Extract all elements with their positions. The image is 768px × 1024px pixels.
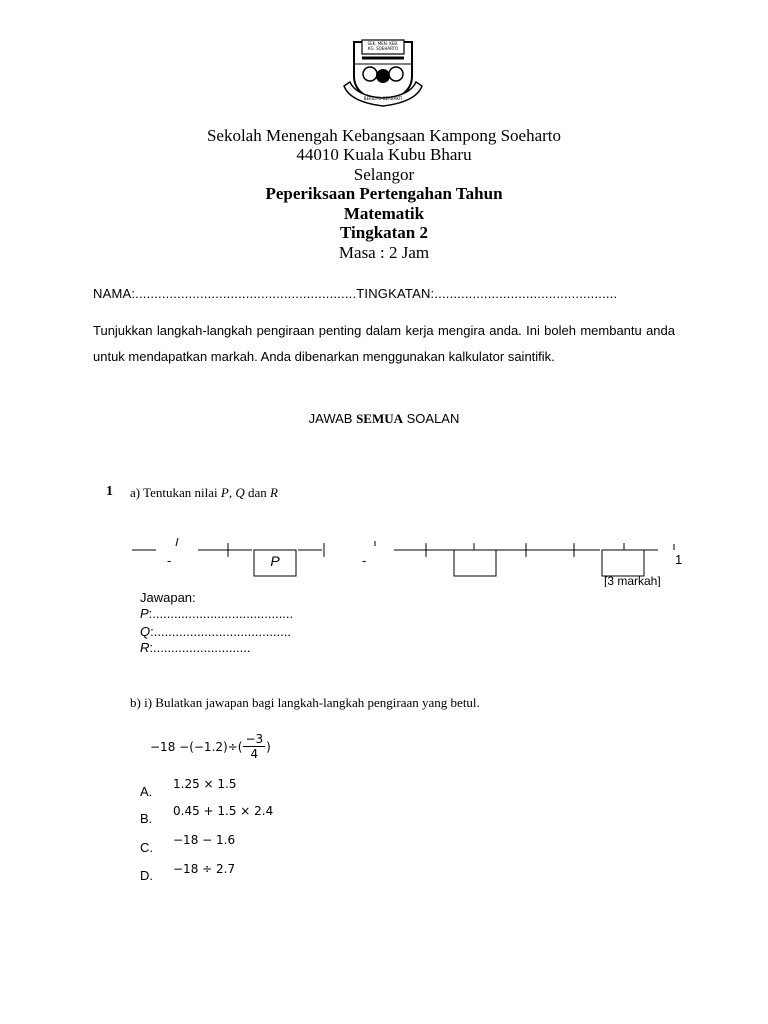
- expression-fraction: [243, 732, 265, 761]
- fraction-denominator: 4: [250, 747, 259, 761]
- exam-title: Peperiksaan Pertengahan Tahun: [265, 184, 503, 203]
- q1a-sep2: dan: [244, 485, 271, 500]
- answer-var-p: P: [140, 606, 149, 621]
- crest-motto: BERILMU BERBAKTI: [363, 96, 403, 101]
- q1a-sep1: ,: [228, 485, 236, 500]
- name-label: NAMA:: [93, 286, 136, 301]
- number-line-minus-left: -: [167, 553, 172, 568]
- option-letter-c[interactable]: C.: [140, 840, 153, 855]
- school-name: Sekolah Menengah Kebangsaan Kampong Soeharto: [206, 126, 562, 145]
- crest-top-text: SEK. MEN. KEB. KG. SOEHARTO: [367, 41, 399, 51]
- option-letter-a[interactable]: A.: [140, 784, 153, 799]
- student-fields: [93, 286, 617, 301]
- option-expr-b[interactable]: 0.45 + 1.5 × 2.4: [173, 804, 274, 818]
- instructions-paragraph: Tunjukkan langkah-langkah pengiraan penting dalam kerja mengira anda. Ini boleh membantu anda untuk mendapatkan markah. Anda dibenarkan menggunakan kalkulator saintifik.: [93, 323, 675, 364]
- answer-all-heading: [0, 411, 768, 427]
- answer-box-q[interactable]: [454, 550, 496, 576]
- name-field[interactable]: ..........................................................: [135, 286, 357, 301]
- question-number: 1: [106, 484, 113, 499]
- school-crest-logo: [342, 36, 424, 108]
- school-address: 44010 Kuala Kubu Bharu: [296, 145, 472, 164]
- answer-field-r[interactable]: :...........................: [149, 640, 251, 655]
- option-expr-c[interactable]: −18 − 1.6: [173, 833, 236, 847]
- school-state: Selangor: [353, 165, 415, 184]
- answer-all-prefix: JAWAB: [308, 411, 357, 426]
- number-line-end-label: 1: [675, 552, 683, 567]
- answer-line-p: [140, 606, 293, 621]
- expression-rhs: ): [266, 739, 271, 754]
- option-expr-a[interactable]: 1.25 × 1.5: [173, 777, 237, 791]
- expression-lhs: −18 −(−1.2)÷(: [150, 739, 243, 754]
- answer-var-q: Q: [140, 624, 151, 639]
- q1a-var-q: Q: [235, 485, 245, 500]
- number-line-minus-mid: -: [362, 553, 367, 568]
- answer-box-r[interactable]: [602, 550, 644, 576]
- question-1b-instruction: b) i) Bulatkan jawapan bagi langkah-langkah pengiraan yang betul.: [130, 695, 480, 710]
- box-p-label: P: [270, 553, 280, 569]
- exam-duration: Masa : 2 Jam: [338, 243, 430, 262]
- answer-line-r: [140, 640, 251, 655]
- class-field[interactable]: ................................................: [434, 286, 618, 301]
- subject-title: Matematik: [343, 204, 425, 223]
- option-expr-d[interactable]: −18 ÷ 2.7: [173, 862, 236, 876]
- answer-all-suffix: SOALAN: [403, 411, 460, 426]
- answer-var-r: R: [140, 640, 150, 655]
- answer-heading: Jawapan:: [140, 590, 196, 605]
- question-1a-text: [130, 485, 278, 501]
- q1a-prefix: a) Tentukan nilai: [130, 485, 221, 500]
- fraction-numerator: −3: [245, 732, 264, 746]
- answer-field-p[interactable]: :.......................................: [148, 606, 294, 621]
- class-label: TINGKATAN:: [356, 286, 435, 301]
- number-line-tick-partial: [176, 538, 178, 546]
- answer-all-bold: SEMUA: [356, 411, 404, 426]
- expression: [150, 732, 271, 761]
- answer-line-q: [140, 624, 291, 639]
- q1a-var-r: R: [270, 485, 278, 500]
- marks-label: [3 markah]: [604, 575, 661, 587]
- q1a-var-p: P: [220, 485, 229, 500]
- option-letter-d[interactable]: D.: [140, 868, 153, 883]
- option-letter-b[interactable]: B.: [140, 811, 153, 826]
- form-title: Tingkatan 2: [339, 223, 429, 242]
- answer-field-q[interactable]: :......................................: [150, 624, 291, 639]
